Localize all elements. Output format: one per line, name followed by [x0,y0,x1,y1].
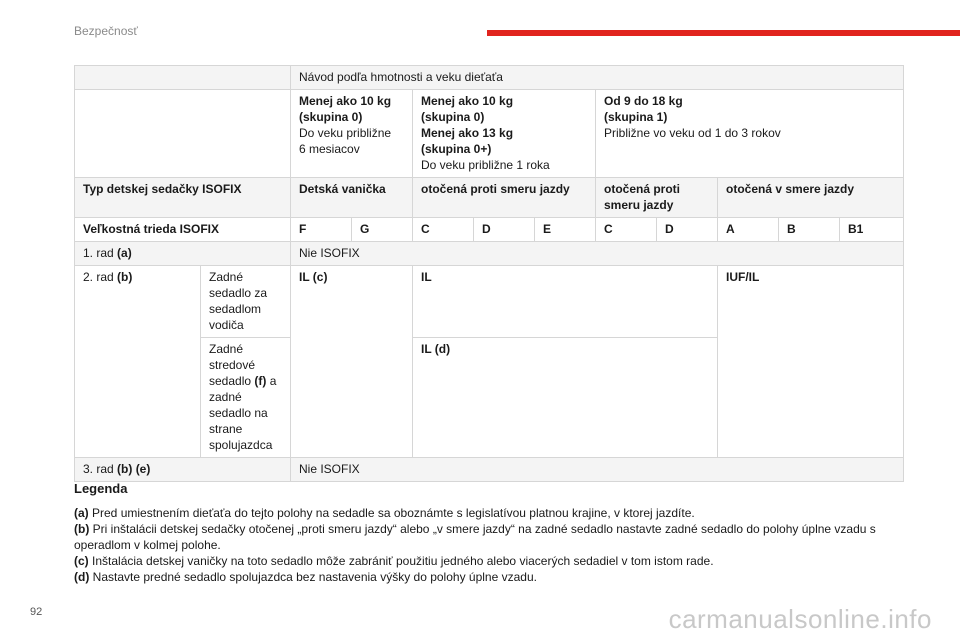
seat-ref: (f) [254,374,267,388]
type-cell: Detská vanička [291,178,413,218]
size-class-cell: C [413,218,474,242]
table-row [75,218,904,242]
group-0-desc: Do veku približne [299,126,392,140]
group-0-title: Menej ako 10 kg [299,94,392,108]
legend-item [74,505,904,521]
legend-item [74,553,904,569]
legend-text: Pri inštalácii detskej sedačky otočenej „proti smeru jazdy“ alebo „v smere jazdy“ na zadné sedadlo nastavte zadné sedadlo do polohy úplne vzadu s operadlom v kolmej polohe. [74,522,876,552]
group-1-title2: Menej ako 13 kg [421,126,514,140]
seat-driver-rear: Zadné sedadlo za sedadlom vodiča [201,266,291,338]
group-1-desc: Do veku približne 1 roka [421,158,550,172]
table-cell [75,66,291,90]
group-2-sub: (skupina 1) [604,110,668,124]
table-row [75,66,904,90]
group-1-sub: (skupina 0) [421,110,485,124]
row-label-ref: (b) (e) [117,462,151,476]
row-value: Nie ISOFIX [291,242,904,266]
size-class-cell: B [779,218,840,242]
legend-title: Legenda [74,481,128,496]
size-class-cell: G [352,218,413,242]
type-cell: otočená proti smeru jazdy [596,178,718,218]
table-cell [75,90,291,178]
seat-text: a zadné sedadlo na strane spolujazdca [209,374,277,452]
group-1-title: Menej ako 10 kg [421,94,514,108]
row-label-ref: (a) [117,246,132,260]
type-label: Typ detskej sedačky ISOFIX [75,178,291,218]
group-2-desc: Približne vo veku od 1 do 3 rokov [604,126,781,140]
group-2-title: Od 9 do 18 kg [604,94,683,108]
size-class-cell: F [291,218,352,242]
group-0-cell [291,90,413,178]
legend-text: Inštalácia detskej vaničky na toto sedadlo môže zabrániť použitiu jedného alebo viacerých sedadiel v tom istom rade. [88,554,714,568]
table-row [75,242,904,266]
table-row [75,266,904,338]
row-value: Nie ISOFIX [291,458,904,482]
row-label [75,266,201,458]
watermark: carmanualsonline.info [668,604,932,634]
table-row [75,178,904,218]
header-accent-bar [487,30,960,36]
group-0plus-cell [413,90,596,178]
seat-text: Zadné stredové sedadlo [209,342,256,388]
legend-item [74,521,904,553]
il-c-cell: IL (c) [291,266,413,458]
il-d-cell: IL (d) [413,338,718,458]
legend-key: (b) [74,522,90,536]
il-cell: IL [413,266,718,338]
size-class-cell: E [535,218,596,242]
size-class-cell: B1 [840,218,904,242]
table-row [75,458,904,482]
row-label-text: 2. rad [83,270,118,284]
legend-key: (d) [74,570,90,584]
section-title: Bezpečnosť [74,24,138,38]
legend-key: (a) [74,506,89,520]
group-0-sub: (skupina 0) [299,110,363,124]
row-label-text: 1. rad [83,246,118,260]
size-class-cell: A [718,218,779,242]
page-number: 92 [30,606,43,618]
legend [74,481,904,585]
type-cell: otočená proti smeru jazdy [413,178,596,218]
group-1-sub2: (skupina 0+) [421,142,492,156]
size-class-cell: C [596,218,657,242]
legend-key: (c) [74,554,89,568]
intro-cell: Návod podľa hmotnosti a veku dieťaťa [291,66,904,90]
row-label [75,458,291,482]
legend-text: Nastavte predné sedadlo spolujazdca bez nastavenia výšky do polohy úplne vzadu. [89,570,537,584]
isofix-table [74,65,904,482]
row-label [75,242,291,266]
size-label: Veľkostná trieda ISOFIX [75,218,291,242]
table-row [75,90,904,178]
iuf-cell: IUF/IL [718,266,904,458]
row-label-ref: (b) [117,270,133,284]
seat-middle-passenger-rear [201,338,291,458]
group-1-cell [596,90,904,178]
legend-item [74,569,904,585]
size-class-cell: D [474,218,535,242]
group-0-desc: 6 mesiacov [299,142,360,156]
row-label-text: 3. rad [83,462,118,476]
legend-text: Pred umiestnením dieťaťa do tejto polohy na sedadle sa oboznámte s legislatívou platnou krajine, v ktorej jazdíte. [88,506,695,520]
type-cell: otočená v smere jazdy [718,178,904,218]
size-class-cell: D [657,218,718,242]
